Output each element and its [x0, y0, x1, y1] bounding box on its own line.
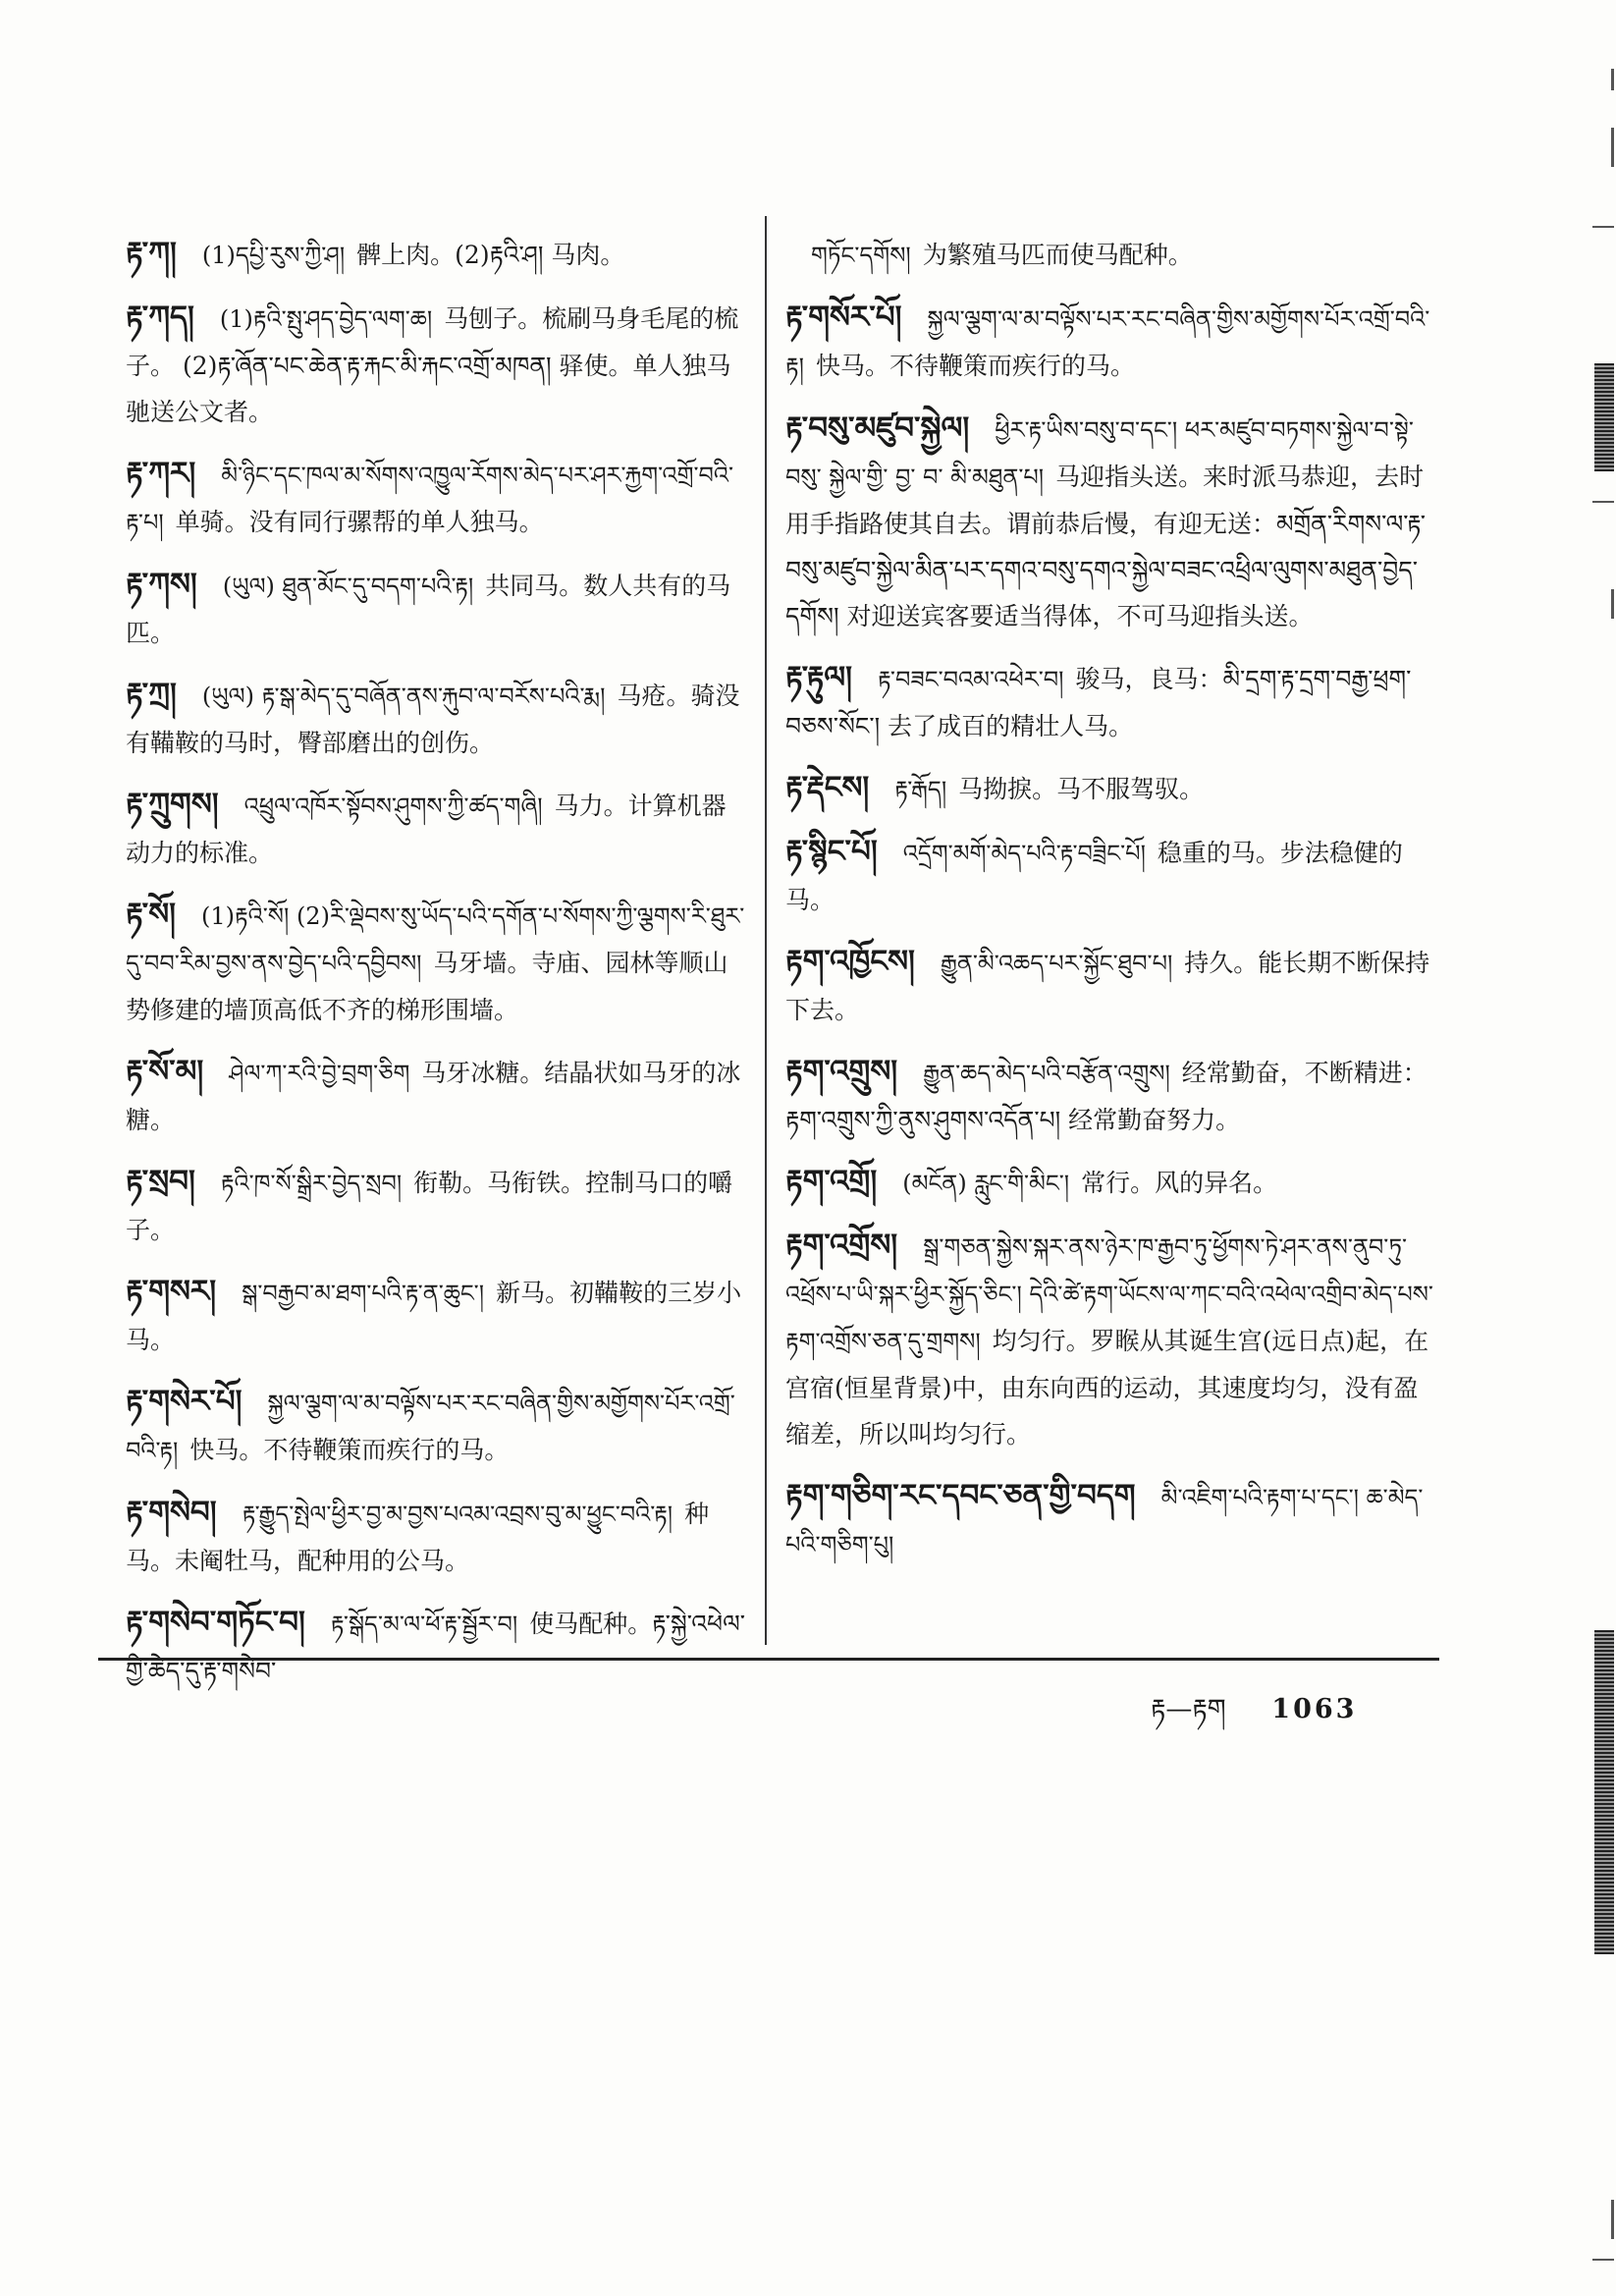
- headword: རྟ་གསར།: [126, 1274, 217, 1309]
- column-divider: [765, 216, 767, 1645]
- dictionary-entry: [785, 829, 1433, 923]
- headword: རྟ་རྡེངས།: [785, 770, 870, 805]
- tibetan-definition: སྒ་བརྒྱབ་མ་ཐག་པའི་རྟ་ན་ཆུང་།: [242, 1280, 485, 1307]
- chinese-definition: 髀上肉。(2)རྟའི་ཤ། 马肉。: [356, 241, 625, 269]
- tibetan-definition: འདྲོག་མགོ་མེད་པའི་རྟ་བཟྲིང་པོ།: [902, 840, 1146, 867]
- headword: རྟག་འགྲོ།: [785, 1164, 878, 1199]
- scan-edge-marks: [1590, 39, 1616, 2278]
- tibetan-definition: (1)དཔྱི་རུས་ཀྱི་ཤ།: [201, 242, 346, 269]
- headword: རྟག་འཁྱོངས།: [785, 944, 915, 979]
- dictionary-entry: [785, 231, 1433, 279]
- chinese-definition: 马刨子。梳刷马身毛尾的梳子。 (2)རྟ་ཞོན་པང་ཆེན་རྟ་རྐང་མི་རྐང་འགྲོ་མཁན། 驿使。单人独马驰送公文者。: [126, 304, 739, 426]
- tibetan-definition: མི་ཉིང་དང་ཁལ་མ་སོགས་འཁྱུལ་ཪོགས་མེད་པར་ཤར་རྐྱག་འགྲོ་བའི་རྟ་པ།: [126, 462, 734, 536]
- chinese-definition: 快马。不待鞭策而疾行的马。: [815, 352, 1135, 380]
- chinese-definition: 为繁殖马匹而使马配种。: [922, 241, 1193, 269]
- chinese-definition: 持久。能长期不断保持下去。: [785, 949, 1430, 1024]
- headword: རྟ་སོ་མ།: [126, 1054, 204, 1089]
- tibetan-definition: རྟ་སྒོད་མ་ལ་ཕོ་རྟ་སྦྱོར་བ།: [330, 1611, 518, 1638]
- tibetan-definition: (1)རྟའི་སྤུ་ཤད་བྱེད་ལག་ཆ།: [219, 305, 433, 333]
- tibetan-definition: རྟ་རྒྱུད་སྤེལ་ཕྱིར་བྱ་མ་བྱས་པའམ་འབྲས་བུ་མ་ཕྱུང་བའི་རྟ།: [242, 1501, 673, 1528]
- tibetan-definition: (1)རྟའི་སོ། (2)རི་ལྡེབས་སུ་ཡོད་པའི་དགོན་པ་སོགས་ཀྱི་ལྕགས་རི་ཐུར་དུ་བབ་རིམ་བྱས་ནས་བྱེད་པའི་དབྱིབས།: [126, 902, 745, 977]
- dictionary-entry: [126, 562, 746, 656]
- tibetan-definition: མི་འཇིག་པའི་རྟག་པ་དང་། ཆ་མེད་པའི་གཅིག་པུ།: [785, 1484, 1424, 1558]
- chinese-definition: 马牙墙。寺庙、园林等顺山势修建的墙顶高低不齐的梯形围墙。: [126, 949, 728, 1024]
- chinese-definition: 常行。风的异名。: [1081, 1169, 1278, 1197]
- headword: རྟ་གསེབ།: [126, 1495, 217, 1530]
- left-column: [126, 231, 746, 1710]
- dictionary-entry: [126, 231, 746, 279]
- chinese-definition: 稳重的马。步法稳健的马。: [785, 839, 1403, 914]
- chinese-definition: 共同马。数人共有的马匹。: [126, 572, 731, 647]
- dictionary-entry: [785, 1049, 1433, 1143]
- tibetan-definition: རྒྱུན་མི་འཆད་པར་སྐྱོང་ཐུབ་པ།: [940, 950, 1173, 977]
- chinese-definition: 马迎指头送。来时派马恭迎，去时用手指路使其自去。谓前恭后慢，有迎无送：མགྲོན་རིགས་ལ་རྟ་བསུ་མཛུབ་སྐྱེལ་མིན་པར་དགའ་བསུ་དགའ་སྐྱེལ་བཟང་འཕྲིལ་ལུགས་མཐུན་བྱེད་དགོས། 对迎送宾客要适当得体，不可马迎指头送。: [785, 463, 1426, 630]
- dictionary-entry: [126, 782, 746, 876]
- dictionary-entry: [785, 1159, 1433, 1207]
- dictionary-entry: [785, 406, 1433, 639]
- headword: རྟག་འགྲོས།: [785, 1228, 898, 1263]
- tibetan-definition: (མངོན) རླུང་གི་མིང་།: [902, 1170, 1070, 1197]
- tibetan-definition: (ཡུལ) ཐུན་མོང་དུ་བདག་པའི་རྟ།: [222, 573, 474, 600]
- dictionary-entry: [785, 1223, 1433, 1457]
- chinese-definition: 衔勒。马衔铁。控制马口的嚼子。: [126, 1169, 733, 1244]
- chinese-definition: 马拗捩。马不服驾驭。: [958, 775, 1205, 803]
- headword: རྟག་གཅིག་རང་དབང་ཅན་གྱི་བདག: [785, 1478, 1136, 1513]
- dictionary-entry: [126, 1379, 746, 1474]
- chinese-definition: 马力。计算机器动力的标准。: [126, 792, 727, 867]
- chinese-definition: 马疮。骑没有鞴鞍的马时，臀部磨出的创伤。: [126, 682, 740, 757]
- headword: རྟ་ཀྲུགས།: [126, 787, 219, 822]
- headword: རྟ་ཀད།: [126, 300, 194, 335]
- dictionary-entry: [126, 1159, 746, 1253]
- page-number: 1063: [1271, 1694, 1358, 1724]
- chinese-definition: 新马。初鞴鞍的三岁小马。: [126, 1279, 742, 1354]
- chinese-definition: 均匀行。罗睺从其诞生宫(远日点)起，在宫宿(恒星背景)中，由东向西的运动，其速度均匀，没有盈缩差，所以叫均匀行。: [785, 1327, 1429, 1449]
- tibetan-definition: སྐྱལ་ལྕག་ལ་མ་བལྟོས་པར་རང་བཞིན་གྱིས་མགྱོགས་པོར་འགྲོ་བའི་རྟ།: [126, 1390, 735, 1464]
- dictionary-entry: [126, 1049, 746, 1143]
- tibetan-definition: ཤེལ་ཀ་རའི་བྱེ་བྲག་ཅིག: [229, 1060, 410, 1087]
- tibetan-definition: སྐྱལ་ལྕག་ལ་མ་བལྟོས་པར་རང་བཞིན་གྱིས་མགྱོགས་པོར་འགྲོ་བའི་རྟ།: [785, 305, 1430, 380]
- dictionary-entry: [126, 451, 746, 546]
- chinese-definition: 使马配种。རྟ་སྐྱེ་འཕེལ་གྱི་ཆེད་དུ་རྟ་གསེབ་: [126, 1610, 745, 1685]
- chinese-definition: 马牙冰糖。结晶状如马牙的冰糖。: [126, 1059, 741, 1134]
- chinese-definition: 经常勤奋，不断精进：རྟག་འགྲུས་ཀྱི་ནུས་ཤུགས་འདོན་པ། 经常勤奋努力。: [785, 1059, 1427, 1134]
- headword: རྟ་སོ།: [126, 897, 176, 932]
- headword: རྟ་ཀ།: [126, 236, 177, 271]
- dictionary-entry: [785, 295, 1433, 390]
- dictionary-entry: [126, 672, 746, 766]
- headword: རྟ་ཀས།: [126, 567, 197, 602]
- headword: རྟ་ཀྲ།: [126, 677, 177, 712]
- chinese-definition: 单骑。没有同行骡帮的单人独马。: [175, 508, 544, 536]
- tibetan-definition: འཕྲུལ་འཁོར་སྟོབས་ཤུགས་ཀྱི་ཚད་གཞི།: [243, 793, 543, 820]
- tibetan-definition: རྒྱུན་ཆད་མེད་པའི་བརྩོན་འགྲུས།: [923, 1060, 1170, 1087]
- tibetan-definition: རྟ་རྒོད།: [894, 776, 947, 803]
- dictionary-entry: [785, 939, 1433, 1033]
- headword: རྟ་བསུ་མཛུབ་སྐྱེལ།: [785, 410, 970, 446]
- headword: རྟ་སྙིང་པོ།: [785, 834, 878, 869]
- headword: རྟ་སྲབ།: [126, 1164, 195, 1199]
- tibetan-definition: རྟའི་ཁ་སོ་སྒྲིར་བྱེད་སྲབ།: [220, 1170, 403, 1197]
- chinese-definition: 骏马，良马：མི་དྲག་རྟ་དྲག་བརྒྱ་ཕྲག་བཅས་སོང་། 去了成百的精壮人马。: [785, 665, 1412, 740]
- right-column: [785, 231, 1433, 1584]
- tibetan-definition: (ཡུལ) རྟ་སྒ་མེད་དུ་བཞོན་ནས་རྐུབ་ལ་བཪོས་པའི་རྨ།: [201, 683, 606, 710]
- headword-range: རྟ—རྟག: [1151, 1694, 1226, 1724]
- chinese-definition: 快马。不待鞭策而疾行的马。: [189, 1436, 510, 1464]
- headword: རྟག་འགྲུས།: [785, 1054, 898, 1089]
- tibetan-definition: གཏོང་དགོས།: [811, 242, 911, 269]
- dictionary-entry: [785, 765, 1433, 813]
- dictionary-entry: [126, 295, 746, 435]
- headword: རྟ་རྟུལ།: [785, 660, 853, 695]
- headword: རྟ་གསོར་པོ།: [785, 300, 902, 335]
- headword: རྟ་གསེར་པོ།: [126, 1384, 242, 1419]
- tibetan-definition: སྒྲ་གཅན་སྐྱེས་སྐར་ནས་ཉེར་ཁ་རྒྱབ་ཏུ་ཕྱོགས་ཏེ་ཤར་ནས་ནུབ་ཏུ་འཕྲོས་པ་ཡི་སྐར་ཕྱིར་སྐྱོད་ཅིང་། དེའི་ཚེ་རྟག་ཡོངས་ལ་ཀང་བའི་འཕེལ་འགྲིབ་མེད་པས་རྟག་འགྲོས་ཅན་དུ་གྲགས།: [785, 1233, 1433, 1355]
- dictionary-entry: [126, 1600, 746, 1694]
- page-footer: [1151, 1679, 1357, 1754]
- dictionary-entry: [785, 1473, 1433, 1568]
- dictionary-entry: [126, 892, 746, 1033]
- footer-rule: [98, 1658, 1439, 1661]
- headword: རྟ་གསེབ་གཏོང་བ།: [126, 1605, 305, 1640]
- dictionary-entry: [785, 655, 1433, 749]
- headword: རྟ་ཀར།: [126, 456, 196, 491]
- dictionary-entry: [126, 1269, 746, 1363]
- dictionary-entry: [126, 1490, 746, 1584]
- tibetan-definition: རྟ་བཟང་བའམ་འཕེར་བ།: [878, 666, 1064, 693]
- tibetan-definition: ཕྱིར་རྟ་ཡིས་བསུ་བ་དང་། ཕར་མཛུབ་བཏགས་སྐྱེལ་བ་སྟེ་ བསུ་ སྐྱེལ་གྱི་ བྱ་ བ་ མི་མཐུན་པ།: [785, 416, 1414, 491]
- chinese-definition: 种马。未阉牡马，配种用的公马。: [126, 1500, 710, 1575]
